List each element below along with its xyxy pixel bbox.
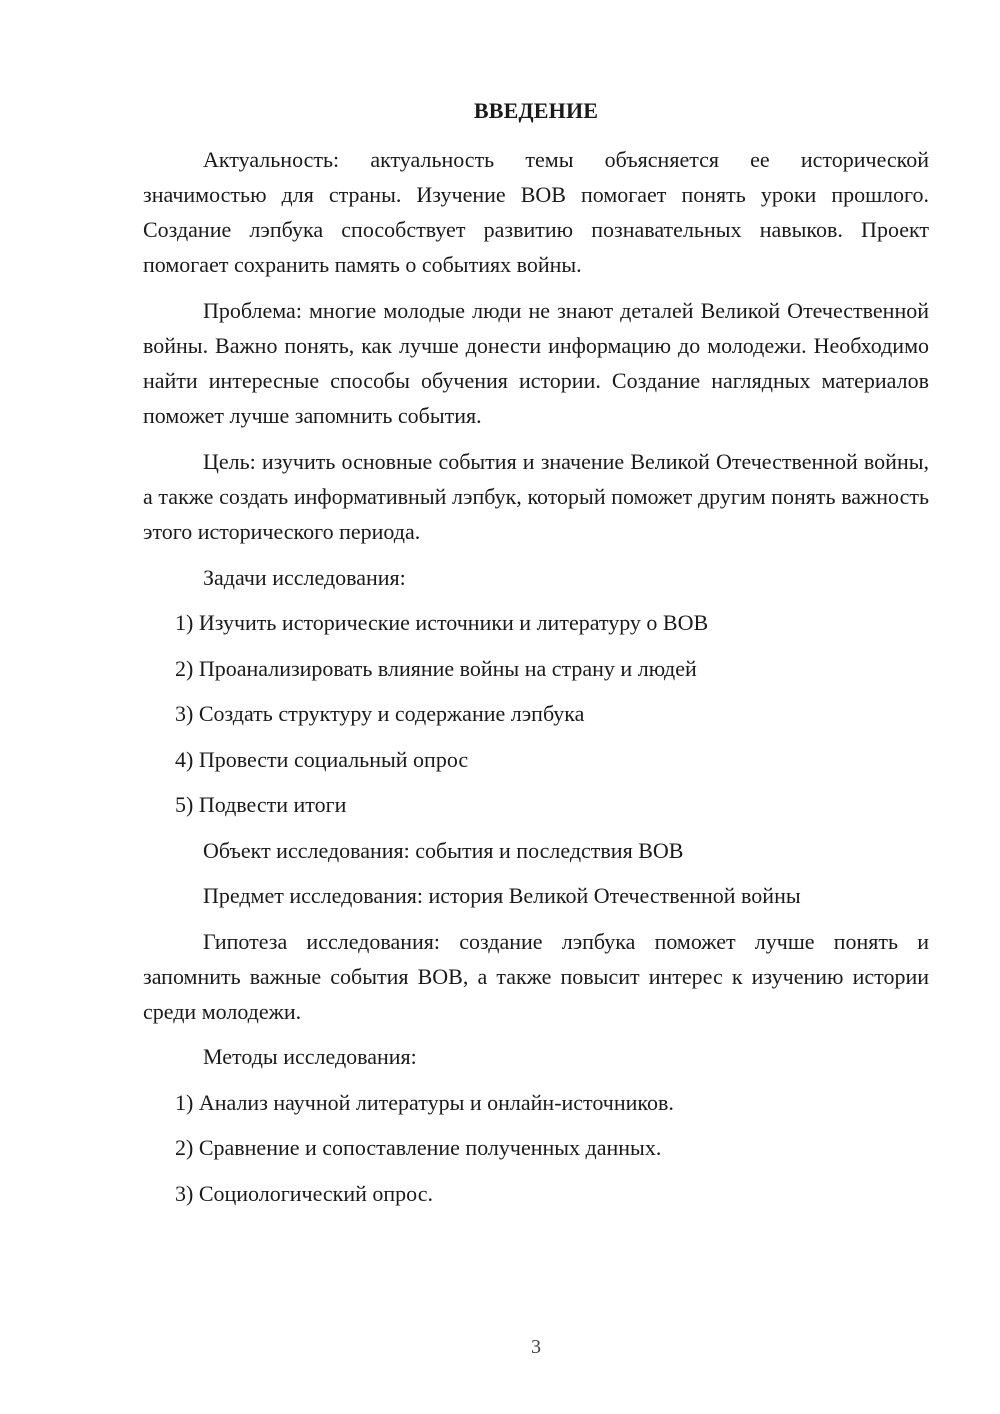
list-item: 2) Сравнение и сопоставление полученных данных.	[175, 1135, 662, 1160]
list-item: 3) Социологический опрос.	[175, 1181, 433, 1206]
page-title: ВВЕДЕНИЕ	[473, 98, 599, 123]
paragraph-hypothesis: Гипотеза исследования: создание лэпбука поможет лучше понять и запомнить важные события ВОВ, а также повысит интерес к изучению истории среди молодежи.	[143, 929, 929, 1024]
paragraph-subject: Предмет исследования: история Великой Отечественной войны	[203, 883, 801, 908]
page-number: 3	[531, 1336, 541, 1358]
list-item: 1) Анализ научной литературы и онлайн-источников.	[175, 1090, 674, 1115]
paragraph-relevance: Актуальность: актуальность темы объясняется ее исторической значимостью для страны. Изучение ВОВ помогает понять уроки прошлого. Создание лэпбука способствует развитию познавательных навыков. Проект помогает сохранить память о событиях войны.	[143, 147, 929, 277]
methods-heading: Методы исследования:	[203, 1044, 417, 1069]
paragraph-object: Объект исследования: события и последствия ВОВ	[203, 838, 684, 863]
list-item: 5) Подвести итоги	[175, 792, 347, 817]
list-item: 1) Изучить исторические источники и литературу о ВОВ	[175, 610, 709, 635]
list-item: 3) Создать структуру и содержание лэпбука	[175, 701, 585, 726]
list-item: 2) Проанализировать влияние войны на страну и людей	[175, 656, 697, 681]
list-item: 4) Провести социальный опрос	[175, 747, 469, 772]
tasks-heading: Задачи исследования:	[203, 565, 406, 590]
paragraph-goal: Цель: изучить основные события и значение Великой Отечественной войны, а также создать информативный лэпбук, который поможет другим понять важность этого исторического периода.	[143, 449, 929, 544]
paragraph-problem: Проблема: многие молодые люди не знают деталей Великой Отечественной войны. Важно понять, как лучше донести информацию до молодежи. Необходимо найти интересные способы обучения истории. Создание наглядных материалов поможет лучше запомнить события.	[143, 298, 929, 428]
